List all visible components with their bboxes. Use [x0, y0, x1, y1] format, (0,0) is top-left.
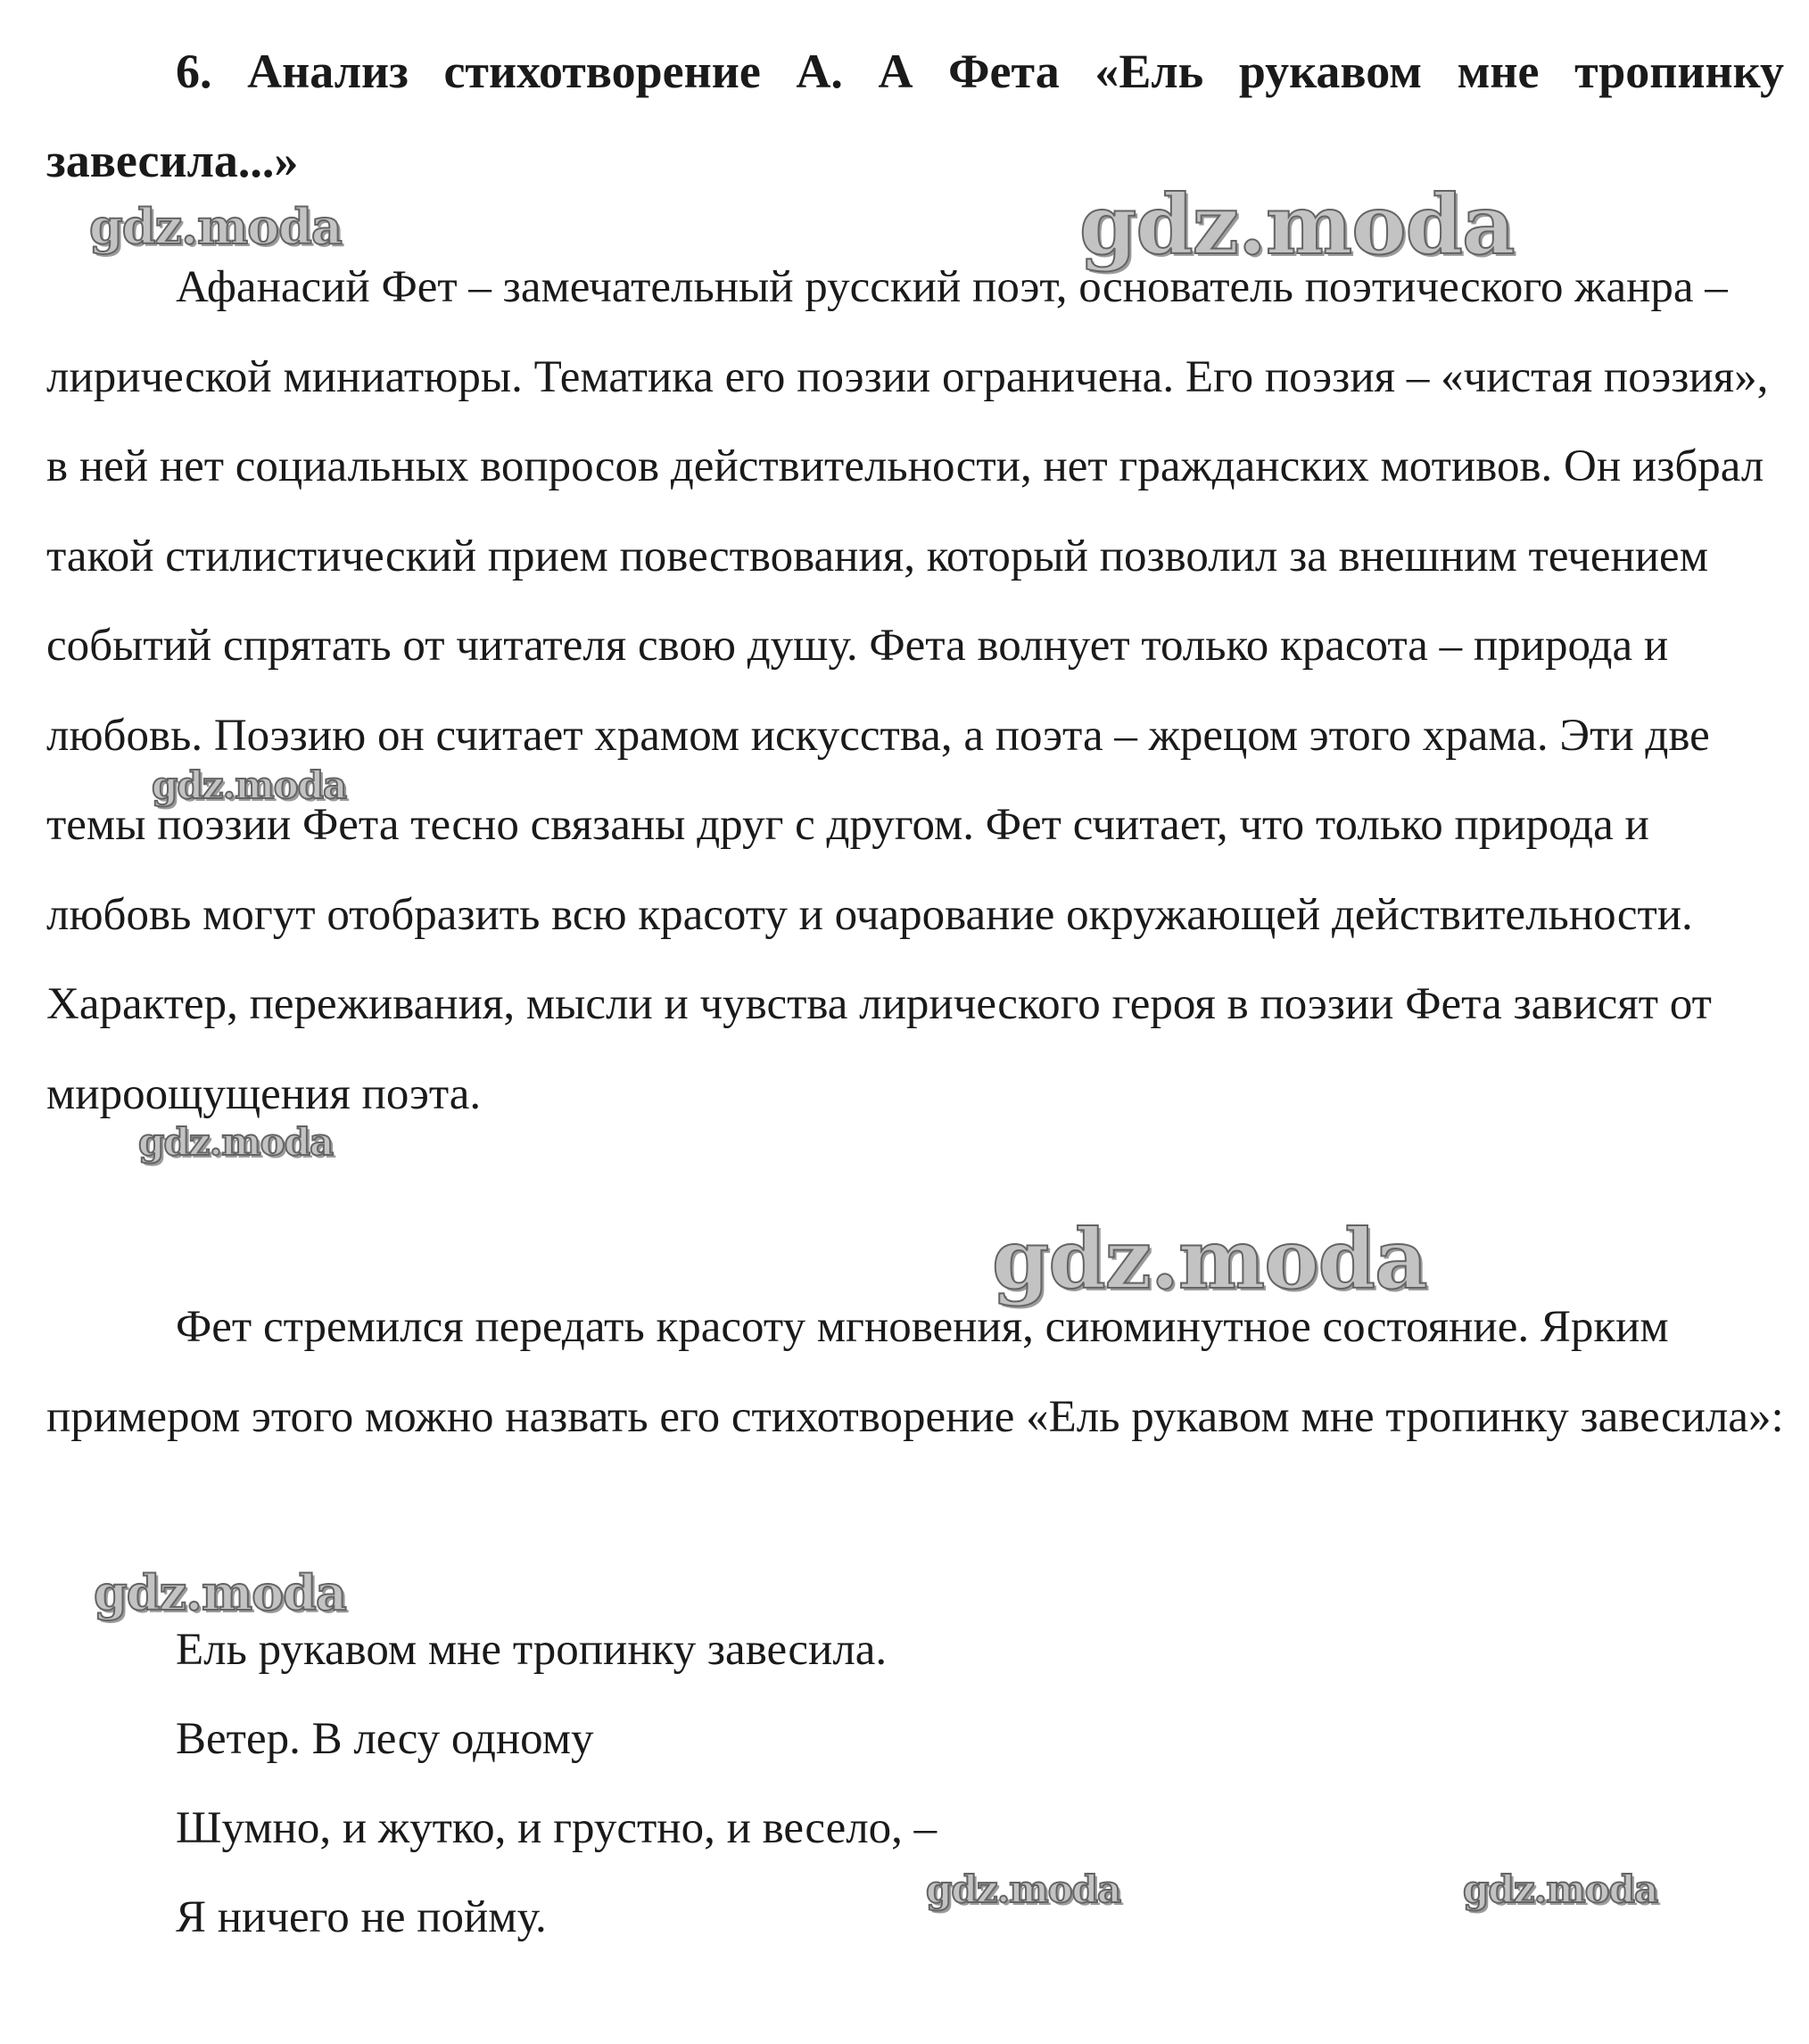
poem-line: Я ничего не пойму.	[176, 1892, 547, 1942]
watermark-logo: gdz.moda	[138, 1120, 334, 1164]
poem-line: Шумно, и жутко, и грустно, и весело, –	[176, 1803, 938, 1853]
paragraph-intro-text: Афанасий Фет – замечательный русский поэт, основатель поэтического жанра – лирической миниатюры. Тематика его поэзии ограничена. Его поэзия – «чистая поэзия», в ней нет социальных вопросов действительности, нет гражданских мотивов. Он избрал такой стилистический прием повествования, который позволил за внешним течением событий спрятать от читателя свою душу. Фета волнует только красота – природа и любовь. Поэзию он считает храмом искусства, а поэта – жрецом этого храма. Эти две темы поэзии Фета тесно связаны друг с другом. Фет считает, что только природа и любовь могут отобразить всю красоту и очарование окружающей действительности. Характер, переживания, мысли и чувства лирического героя в поэзии Фета зависят от мироощущения поэта.	[46, 262, 1769, 1119]
watermark-logo: gdz.moda	[89, 198, 342, 255]
page-title-text: 6. Анализ стихотворение А. А Фета «Ель рукавом мне тропинку завесила...»	[46, 45, 1784, 187]
watermark-logo: gdz.moda	[992, 1211, 1427, 1307]
watermark-logo: gdz.moda	[94, 1564, 346, 1621]
watermark-logo: gdz.moda	[926, 1867, 1121, 1911]
paragraph-example-text: Фет стремился передать красоту мгновения, сиюминутное состояние. Ярким примером этого можно назвать его стихотворение «Ель рукавом мне тропинку завесила»:	[46, 1302, 1784, 1442]
poem-line: Ель рукавом мне тропинку завесила.	[176, 1625, 888, 1675]
paragraph-intro	[46, 243, 1784, 1139]
watermark-logo: gdz.moda	[1463, 1867, 1658, 1911]
watermark-logo: gdz.moda	[1079, 177, 1515, 273]
poem-line: Ветер. В лесу одному	[176, 1714, 594, 1764]
page-title	[46, 27, 1784, 205]
paragraph-example	[46, 1282, 1784, 1462]
watermark-logo: gdz.moda	[152, 763, 347, 807]
poem-quote	[176, 1605, 937, 1962]
